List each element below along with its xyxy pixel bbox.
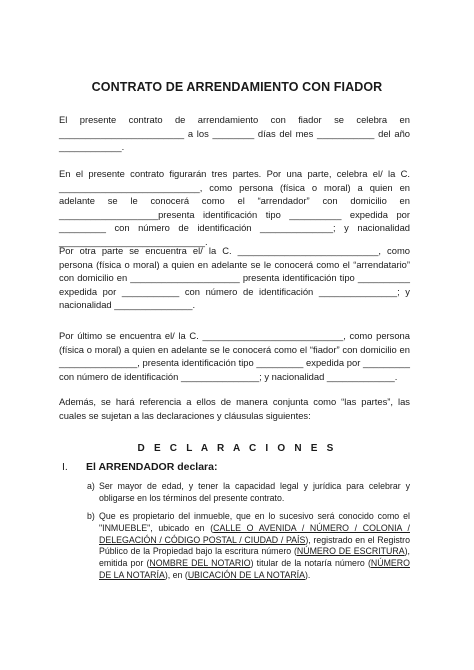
item-label: a) (87, 481, 95, 491)
item-text: Que es propietario del inmueble, que en lo sucesivo será conocido como el "INMUEBLE", ubicado en (CALLE O AVENIDA / NÚMERO / COLONIA / DELEGACIÓN / CÓDIGO POSTAL / CIUDAD / PAÍS), registrado en el Registro Público de la Propiedad bajo la escritura número (NÚMERO DE ESCRITURA), emitida por (NOMBRE DEL NOTARIO) titular de la notaría número (NÚMERO DE LA NOTARÍA), en (UBICACIÓN DE LA NOTARÍA). (99, 511, 410, 580)
address-placeholder: CALLE O AVENIDA / NÚMERO / COLONIA / DELEGACIÓN / CÓDIGO POSTAL / CIUDAD / PAÍS (99, 522, 410, 545)
document-title: CONTRATO DE ARRENDAMIENTO CON FIADOR (91, 80, 383, 94)
section-heading (62, 461, 217, 473)
list-item-a (87, 481, 410, 505)
item-text: Ser mayor de edad, y tener la capacidad legal y jurídica para celebrar y obligarse en los términos del presente contrato. (99, 481, 410, 503)
declaraciones-heading: D E C L A R A C I O N E S (137, 443, 337, 454)
notaria-number-placeholder: NÚMERO DE LA NOTARÍA (99, 558, 410, 580)
section-number: I. (62, 461, 68, 473)
paragraph-fiador: Por último se encuentra el/ la C. ___________________________, como persona (física o moral) a quien en adelante se le conocerá como el “fiador” con domicilio en _______________, presenta identificación tipo _________ expedida por _________ con número de identificación _______________; y nacionalidad _____________. (59, 330, 410, 382)
notaria-location-placeholder: UBICACIÓN DE LA NOTARÍA (187, 569, 305, 580)
paragraph-partes: Además, se hará referencia a ellos de manera conjunta como “las partes”, las cuales se sujetan a las declaraciones y cláusulas siguientes: (59, 396, 410, 421)
paragraph-arrendador: En el presente contrato figurarán tres partes. Por una parte, celebra el/ la C. ___________________________, como persona (física o moral) a quien en adelante se le conocerá como el “arrendador” con domicilio en ___________________presenta identificación tipo __________ expedida por _________ con número de identificación ______________; y nacionalidad ____________________________. (59, 168, 410, 247)
section-title: El ARRENDADOR declara: (86, 461, 218, 473)
list-item-b (87, 511, 410, 582)
paragraph-intro: El presente contrato de arrendamiento con fiador se celebra en ________________________ a los ________ días del mes ___________ del año ____________. (59, 114, 410, 152)
item-label: b) (87, 511, 95, 521)
escritura-placeholder: NÚMERO DE ESCRITURA (296, 546, 405, 557)
paragraph-arrendatario: Por otra parte se encuentra el/ la C. ___________________________, como persona (física o moral) a quien en adelante se le conocerá como el “arrendatario” con domicilio en _____________________ presenta identificación tipo __________ expedida por ___________ con número de identificación _______________; y nacionalidad _______________. (59, 245, 410, 310)
notario-placeholder: NOMBRE DEL NOTARIO (149, 558, 251, 569)
